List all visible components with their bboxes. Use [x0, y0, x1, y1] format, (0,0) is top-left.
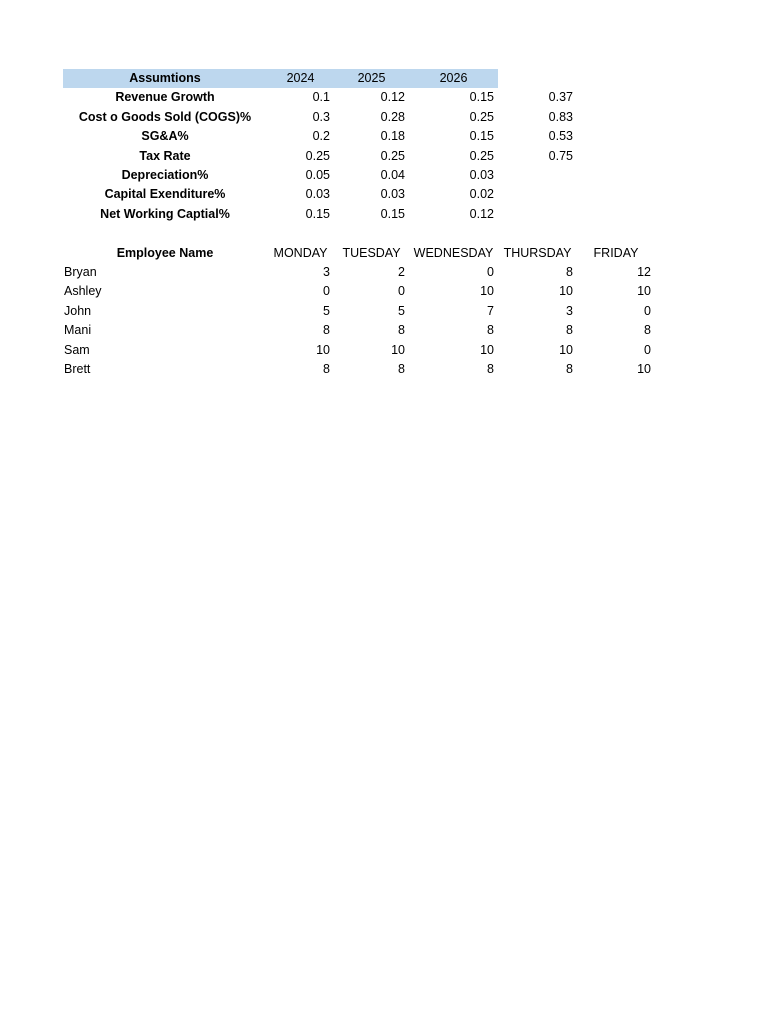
assumption-value-cell[interactable]: 0.03: [469, 168, 494, 183]
sheet-table: [63, 69, 655, 379]
employee-name-cell[interactable]: Ashley: [64, 284, 102, 299]
assumption-sum-cell[interactable]: 0.37: [548, 90, 573, 105]
year-header[interactable]: 2026: [409, 69, 498, 88]
employee-name-cell[interactable]: Brett: [64, 362, 91, 377]
assumption-row: [63, 88, 655, 107]
employees-table: [63, 244, 655, 380]
empty-cell[interactable]: [63, 224, 267, 243]
empty-cell[interactable]: [577, 108, 655, 127]
assumption-value-cell[interactable]: 0.05: [305, 168, 330, 183]
assumption-value-cell[interactable]: 0.1: [312, 90, 330, 105]
day-header[interactable]: THURSDAY: [503, 245, 572, 260]
hours-cell[interactable]: 8: [323, 323, 330, 338]
hours-cell[interactable]: 0: [644, 342, 651, 357]
assumption-label[interactable]: Tax Rate: [139, 148, 191, 163]
assumption-value-cell[interactable]: 0.28: [380, 109, 405, 124]
assumptions-table: [63, 69, 655, 224]
empty-cell[interactable]: [334, 224, 409, 243]
hours-cell[interactable]: 8: [644, 323, 651, 338]
empty-cell[interactable]: [409, 224, 498, 243]
assumption-row: [63, 205, 655, 224]
hours-cell[interactable]: 10: [391, 342, 405, 357]
year-header[interactable]: 2025: [334, 69, 409, 88]
employee-row: [63, 321, 655, 340]
employee-name-cell[interactable]: Sam: [64, 342, 90, 357]
year-header[interactable]: 2024: [267, 69, 334, 88]
assumption-row: [63, 185, 655, 204]
empty-cell[interactable]: [498, 224, 577, 243]
employee-row: [63, 263, 655, 282]
spacer-row: [63, 224, 655, 243]
hours-cell[interactable]: 7: [487, 303, 494, 318]
employee-row: [63, 282, 655, 301]
hours-cell[interactable]: 5: [398, 303, 405, 318]
empty-cell[interactable]: [577, 185, 655, 204]
assumption-value-cell[interactable]: 0.25: [380, 148, 405, 163]
assumption-row: [63, 127, 655, 146]
hours-cell[interactable]: 3: [566, 303, 573, 318]
assumption-row: [63, 166, 655, 185]
hours-cell[interactable]: 8: [566, 265, 573, 280]
assumption-sum-cell[interactable]: [498, 166, 577, 185]
assumption-label[interactable]: Revenue Growth: [115, 90, 215, 105]
assumptions-header-row: [63, 69, 655, 88]
assumption-value-cell[interactable]: 0.25: [469, 109, 494, 124]
assumptions-header-label[interactable]: Assumtions: [63, 69, 267, 88]
hours-cell[interactable]: 8: [487, 323, 494, 338]
assumption-label[interactable]: Cost o Goods Sold (COGS)%: [78, 109, 252, 124]
hours-cell[interactable]: 8: [398, 323, 405, 338]
assumption-value-cell[interactable]: 0.2: [312, 129, 330, 144]
hours-cell[interactable]: 10: [480, 284, 494, 299]
assumption-value-cell[interactable]: 0.18: [380, 129, 405, 144]
hours-cell[interactable]: 8: [487, 362, 494, 377]
empty-cell[interactable]: [577, 205, 655, 224]
assumption-value-cell[interactable]: 0.12: [469, 206, 494, 221]
day-header[interactable]: TUESDAY: [342, 245, 401, 260]
hours-cell[interactable]: 0: [398, 284, 405, 299]
hours-cell[interactable]: 5: [323, 303, 330, 318]
employee-row: [63, 302, 655, 321]
empty-cell[interactable]: [577, 69, 655, 88]
assumption-label[interactable]: Depreciation%: [121, 168, 209, 183]
hours-cell[interactable]: 8: [323, 362, 330, 377]
assumption-value-cell[interactable]: 0.15: [305, 206, 330, 221]
assumption-row: [63, 108, 655, 127]
assumption-sum-cell[interactable]: 0.83: [548, 109, 573, 124]
assumption-value-cell[interactable]: 0.15: [469, 129, 494, 144]
assumption-value-cell[interactable]: 0.25: [305, 148, 330, 163]
empty-cell[interactable]: [498, 69, 577, 88]
hours-cell[interactable]: 8: [566, 323, 573, 338]
assumption-sum-cell[interactable]: [498, 205, 577, 224]
empty-cell[interactable]: [577, 147, 655, 166]
empty-cell[interactable]: [267, 224, 334, 243]
assumption-value-cell[interactable]: 0.3: [312, 109, 330, 124]
assumption-row: [63, 147, 655, 166]
hours-cell[interactable]: 10: [559, 342, 573, 357]
assumption-sum-cell[interactable]: 0.75: [548, 148, 573, 163]
employee-row: [63, 360, 655, 379]
hours-cell[interactable]: 10: [316, 342, 330, 357]
hours-cell[interactable]: 10: [637, 362, 651, 377]
employees-header-row: [63, 244, 655, 263]
hours-cell[interactable]: 10: [637, 284, 651, 299]
hours-cell[interactable]: 12: [637, 265, 651, 280]
assumption-value-cell[interactable]: 0.25: [469, 148, 494, 163]
assumption-value-cell[interactable]: 0.15: [380, 206, 405, 221]
assumption-value-cell[interactable]: 0.02: [469, 187, 494, 202]
hours-cell[interactable]: 10: [480, 342, 494, 357]
assumption-label[interactable]: Capital Exenditure%: [104, 187, 226, 202]
assumption-label[interactable]: SG&A%: [141, 129, 189, 144]
assumption-sum-cell[interactable]: 0.53: [548, 129, 573, 144]
hours-cell[interactable]: 8: [566, 362, 573, 377]
assumption-value-cell[interactable]: 0.03: [305, 187, 330, 202]
assumption-label[interactable]: Net Working Captial%: [100, 206, 230, 221]
hours-cell[interactable]: 8: [398, 362, 405, 377]
day-header[interactable]: MONDAY: [273, 245, 328, 260]
day-header[interactable]: WEDNESDAY: [413, 245, 494, 260]
hours-cell[interactable]: 0: [323, 284, 330, 299]
employee-name-header[interactable]: Employee Name: [116, 245, 214, 260]
empty-cell[interactable]: [577, 127, 655, 146]
empty-cell[interactable]: [577, 88, 655, 107]
employee-row: [63, 341, 655, 360]
empty-cell[interactable]: [577, 224, 655, 243]
hours-cell[interactable]: 0: [644, 303, 651, 318]
hours-cell[interactable]: 10: [559, 284, 573, 299]
hours-cell[interactable]: 3: [323, 265, 330, 280]
assumption-value-cell[interactable]: 0.12: [380, 90, 405, 105]
employee-name-cell[interactable]: John: [64, 303, 92, 318]
assumption-value-cell[interactable]: 0.15: [469, 90, 494, 105]
hours-cell[interactable]: 0: [487, 265, 494, 280]
assumption-value-cell[interactable]: 0.03: [380, 187, 405, 202]
hours-cell[interactable]: 2: [398, 265, 405, 280]
employee-name-cell[interactable]: Mani: [64, 323, 92, 338]
spreadsheet-page: [63, 69, 655, 379]
day-header[interactable]: FRIDAY: [593, 245, 639, 260]
assumption-sum-cell[interactable]: [498, 185, 577, 204]
assumption-value-cell[interactable]: 0.04: [380, 168, 405, 183]
employee-name-cell[interactable]: Bryan: [64, 265, 97, 280]
empty-cell[interactable]: [577, 166, 655, 185]
